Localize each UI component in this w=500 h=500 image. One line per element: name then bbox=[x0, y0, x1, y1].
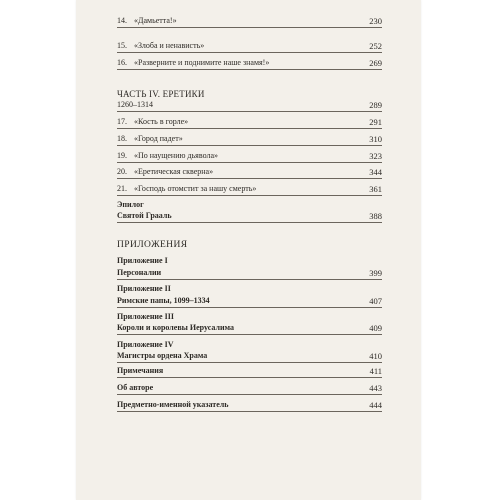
appendix-label: Приложение I bbox=[117, 256, 168, 265]
toc-entry-19 bbox=[117, 151, 382, 163]
appendix-entry-1 bbox=[117, 268, 382, 280]
entry-title: «По наущению дьявола» bbox=[134, 151, 219, 160]
appendix-label: Приложение II bbox=[117, 284, 171, 293]
entry-page: 407 bbox=[369, 296, 382, 306]
entry-page: 361 bbox=[369, 184, 382, 194]
entry-page: 411 bbox=[369, 366, 382, 376]
toc-entry-16 bbox=[117, 58, 382, 70]
epilogue-label: Эпилог bbox=[117, 200, 144, 209]
entry-title: Магистры ордена Храма bbox=[117, 351, 208, 360]
about-author-entry bbox=[117, 383, 382, 395]
part-heading: ЧАСТЬ IV. ЕРЕТИКИ bbox=[117, 89, 205, 99]
entry-number: 18. bbox=[117, 134, 127, 143]
entry-title: Предметно-именной указатель bbox=[117, 400, 229, 409]
entry-title: Персоналии bbox=[117, 268, 162, 277]
entry-page: 269 bbox=[369, 58, 382, 68]
appendix-label: Приложение III bbox=[117, 312, 174, 321]
toc-entry-21 bbox=[117, 184, 382, 196]
entry-page: 291 bbox=[369, 117, 382, 127]
appendix-label: Приложение IV bbox=[117, 340, 174, 349]
appendix-entry-4 bbox=[117, 351, 382, 363]
entry-title: «Еретическая скверна» bbox=[134, 167, 214, 176]
table-of-contents bbox=[117, 0, 382, 500]
entry-page: 409 bbox=[369, 323, 382, 333]
index-entry bbox=[117, 400, 382, 412]
entry-number: 16. bbox=[117, 58, 127, 67]
entry-number: 15. bbox=[117, 41, 127, 50]
entry-title: «Город падет» bbox=[134, 134, 183, 143]
entry-title: Святой Грааль bbox=[117, 211, 172, 220]
entry-number: 17. bbox=[117, 117, 127, 126]
part-period: 1260–1314 bbox=[117, 100, 153, 109]
toc-entry-15 bbox=[117, 41, 382, 53]
appendix-entry-3 bbox=[117, 323, 382, 335]
entry-page: 388 bbox=[369, 211, 382, 221]
entry-title: Примечания bbox=[117, 366, 164, 375]
entry-number: 14. bbox=[117, 16, 127, 25]
entry-number: 20. bbox=[117, 167, 127, 176]
appendices-heading: ПРИЛОЖЕНИЯ bbox=[117, 240, 188, 250]
entry-page: 399 bbox=[369, 268, 382, 278]
entry-page: 344 bbox=[369, 167, 382, 177]
toc-entry-18 bbox=[117, 134, 382, 146]
entry-title: Об авторе bbox=[117, 383, 154, 392]
part-period-row bbox=[117, 100, 382, 112]
toc-entry-20 bbox=[117, 167, 382, 179]
epilogue-entry bbox=[117, 211, 382, 223]
notes-entry bbox=[117, 366, 382, 378]
entry-title: «Разверните и поднимите наше знамя!» bbox=[134, 58, 270, 67]
entry-title: Короли и королевы Иерусалима bbox=[117, 323, 234, 332]
entry-title: «Кость в горле» bbox=[134, 117, 189, 126]
entry-title: «Злоба и ненависть» bbox=[134, 41, 205, 50]
entry-page: 252 bbox=[369, 41, 382, 51]
entry-page: 323 bbox=[369, 151, 382, 161]
toc-entry-14 bbox=[117, 16, 382, 28]
entry-page: 443 bbox=[369, 383, 382, 393]
toc-entry-17 bbox=[117, 117, 382, 129]
entry-number: 21. bbox=[117, 184, 127, 193]
entry-page: 444 bbox=[369, 400, 382, 410]
entry-page: 310 bbox=[369, 134, 382, 144]
appendix-entry-2 bbox=[117, 296, 382, 308]
entry-title: Римские папы, 1099–1334 bbox=[117, 296, 210, 305]
entry-page: 230 bbox=[369, 16, 382, 26]
entry-number: 19. bbox=[117, 151, 127, 160]
entry-page: 289 bbox=[369, 100, 382, 110]
book-page bbox=[76, 0, 421, 500]
entry-title: «Господь отомстит за нашу смерть» bbox=[134, 184, 257, 193]
entry-title: «Дамьетта!» bbox=[134, 16, 177, 25]
entry-page: 410 bbox=[369, 351, 382, 361]
